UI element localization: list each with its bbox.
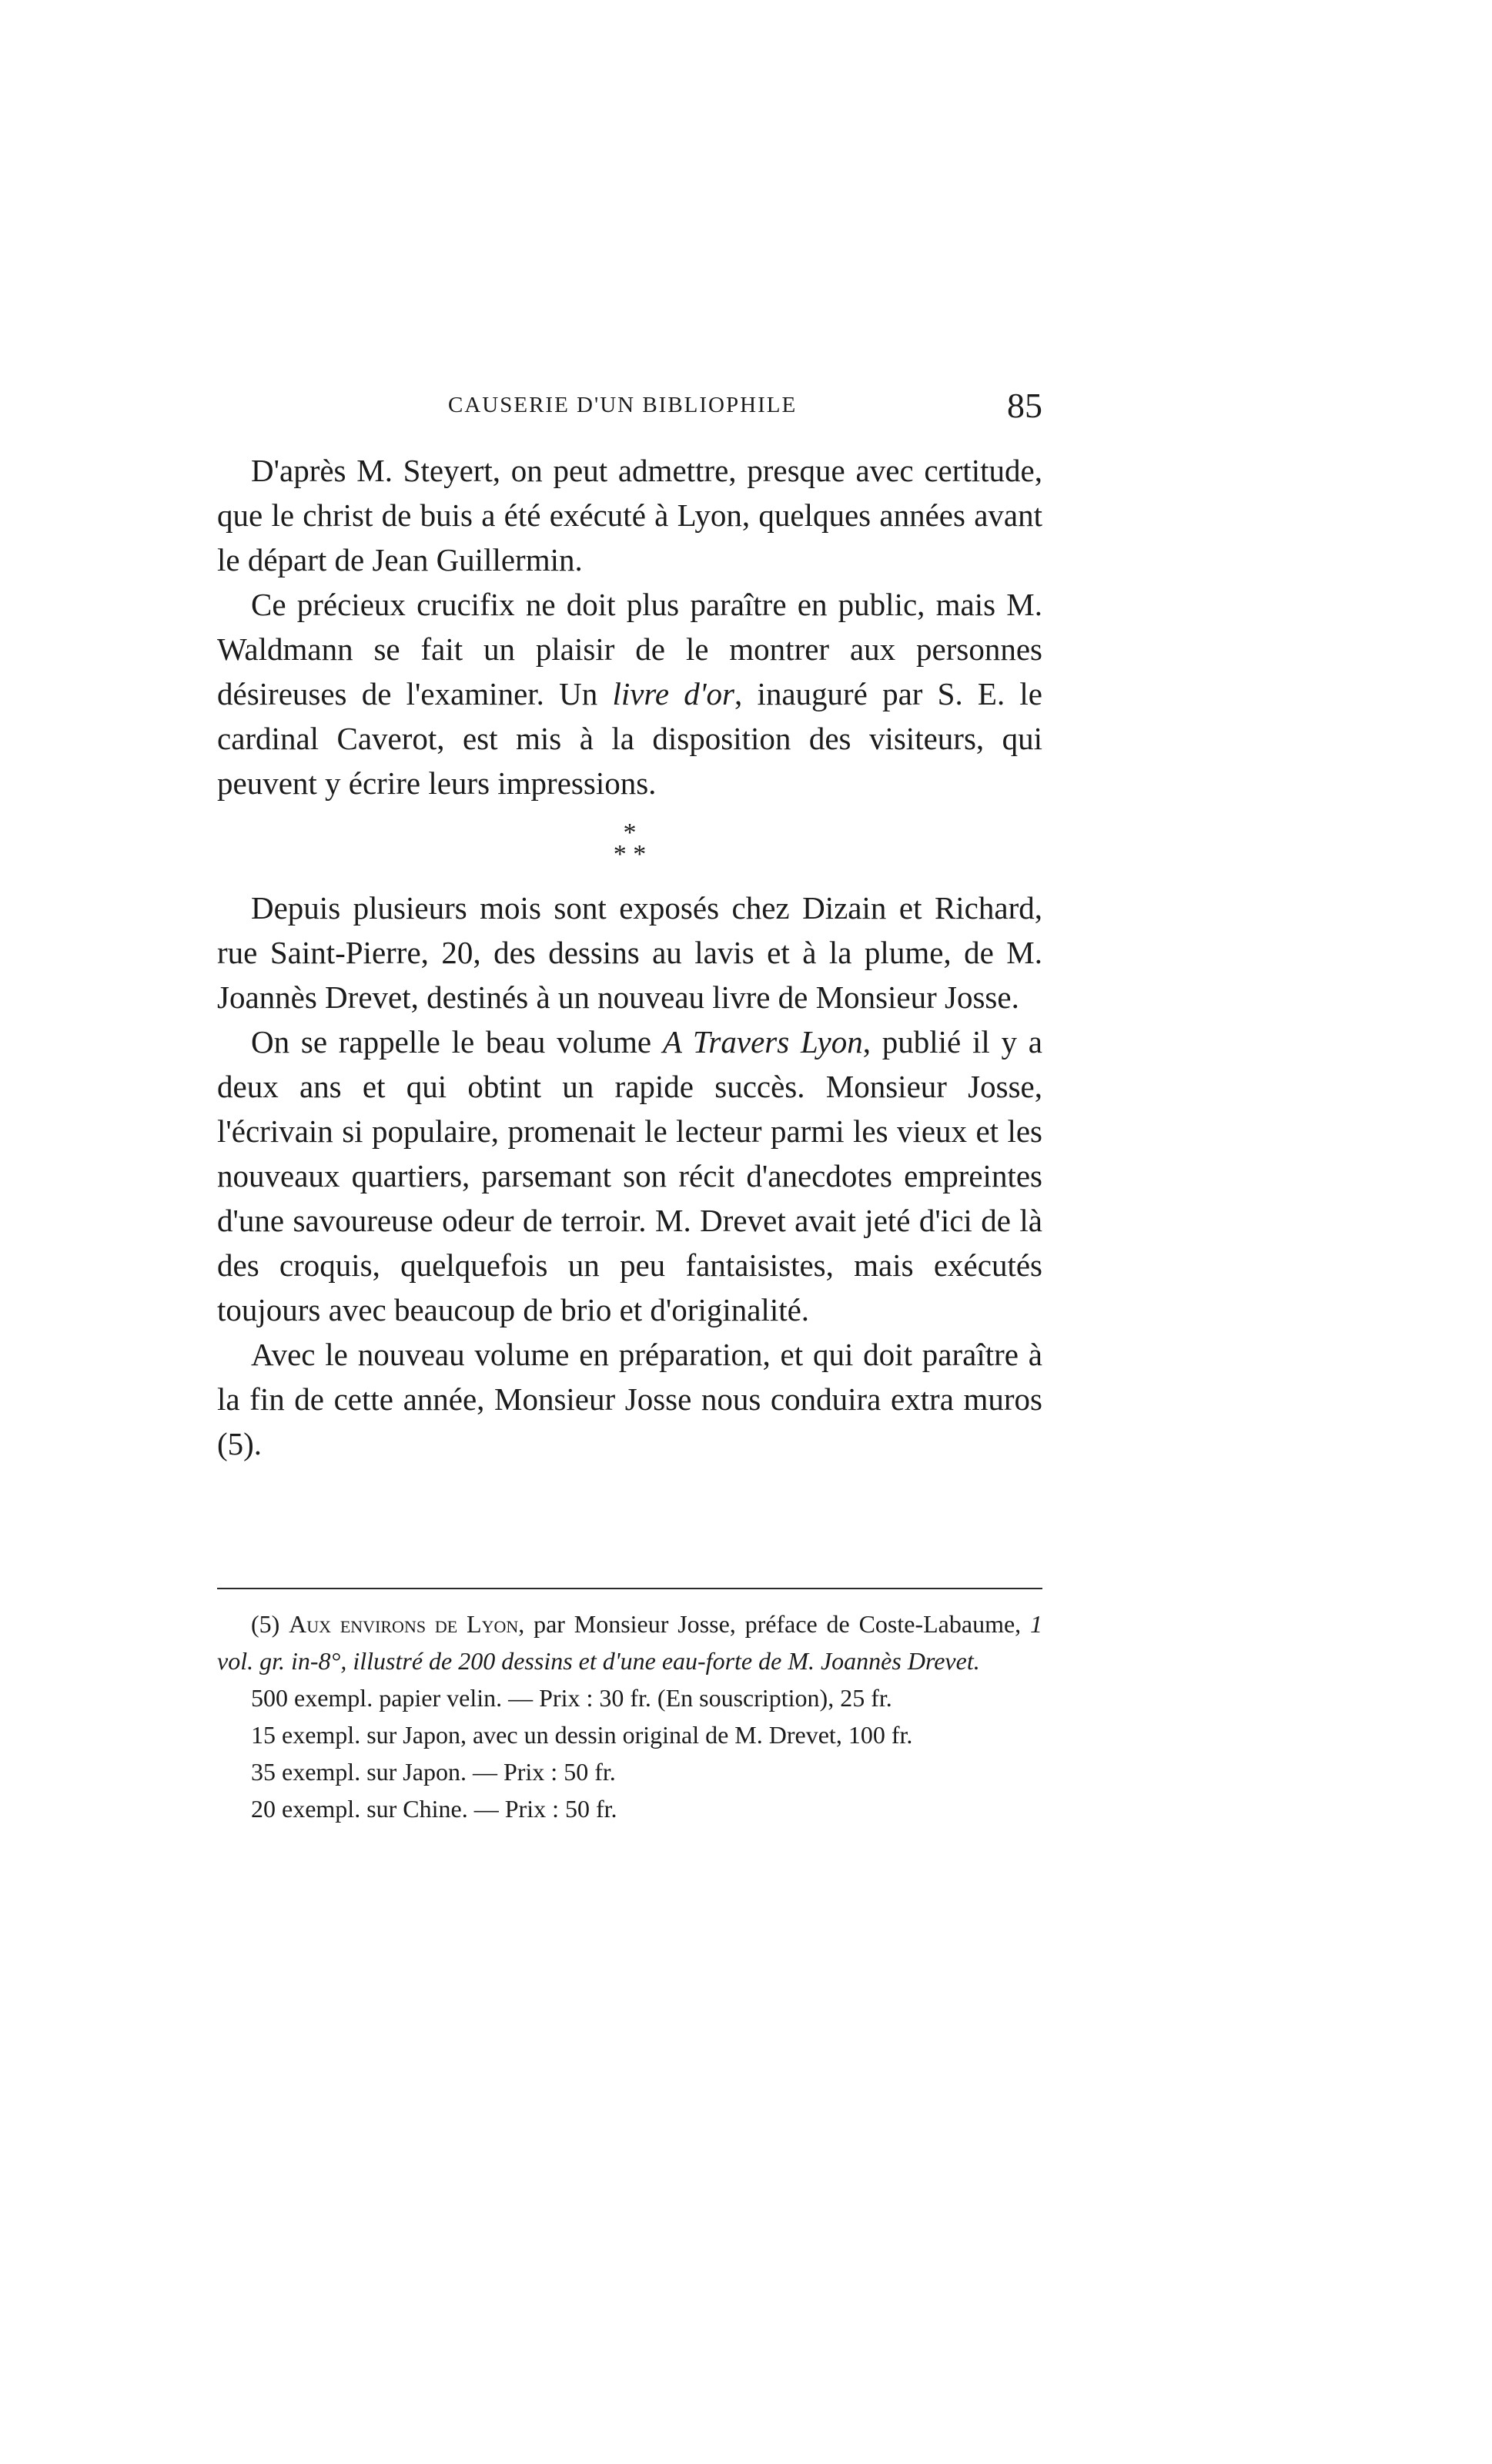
page-number: 85 <box>1007 386 1042 425</box>
footnote-line: 500 exempl. papier velin. — Prix : 30 fr. (En souscription), 25 fr. <box>251 1684 892 1712</box>
footnote-line: 35 exempl. sur Japon. — Prix : 50 fr. <box>251 1758 616 1786</box>
footnotes <box>217 1605 1042 1827</box>
footnote-separator <box>217 1588 1042 1589</box>
footnote-line: 15 exempl. sur Japon, avec un dessin original de M. Drevet, 100 fr. <box>251 1721 913 1749</box>
paragraph-2: Ce précieux crucifix ne doit plus paraître en public, mais M. Waldmann se fait un plaisir de le montrer aux personnes désireuses de l'examiner. Un livre d'or, inauguré par S. E. le cardinal Caverot, est mis à la disposition des visiteurs, qui peuvent y écrire leurs impressions. <box>217 587 1042 801</box>
italic-livre-dor: livre d'or <box>612 676 734 711</box>
paragraph-4: On se rappelle le beau volume A Travers Lyon, publié il y a deux ans et qui obtint un rapide succès. Monsieur Josse, l'écrivain si populaire, promenait le lecteur parmi les vieux et les nouveaux quartiers, parsemant son récit d'anecdotes empreintes d'une savoureuse odeur de terroir. M. Drevet avait jeté d'ici de là des croquis, quelquefois un peu fantaisistes, mais exécutés toujours avec beaucoup de brio et d'originalité. <box>217 1024 1042 1327</box>
paragraph-3: Depuis plusieurs mois sont exposés chez Dizain et Richard, rue Saint-Pierre, 20, des dessins au lavis et à la plume, de M. Joannès Drevet, destinés à un nouveau livre de Monsieur Josse. <box>217 890 1042 1015</box>
paragraph-1: D'après M. Steyert, on peut admettre, presque avec certitude, que le christ de buis a été exécuté à Lyon, quelques années avant le départ de Jean Guillermin. <box>217 453 1042 578</box>
footnote-5: (5) Aux environs de Lyon, par Monsieur Josse, préface de Coste-Labaume, 1 vol. gr. in-8°, illustré de 200 dessins et d'une eau-forte de M. Joannès Drevet. <box>217 1610 1042 1675</box>
paragraph-5: Avec le nouveau volume en préparation, et qui doit paraître à la fin de cette année, Monsieur Josse nous conduira extra muros (5). <box>217 1337 1042 1461</box>
running-title: CAUSERIE D'UN BIBLIOPHILE <box>448 393 798 417</box>
section-break-asterism: * * * <box>613 819 647 869</box>
page-header <box>217 385 1042 439</box>
footnote-line: 20 exempl. sur Chine. — Prix : 50 fr. <box>251 1795 617 1823</box>
italic-book-title: A Travers Lyon <box>662 1024 863 1060</box>
body-text <box>217 448 1042 1466</box>
